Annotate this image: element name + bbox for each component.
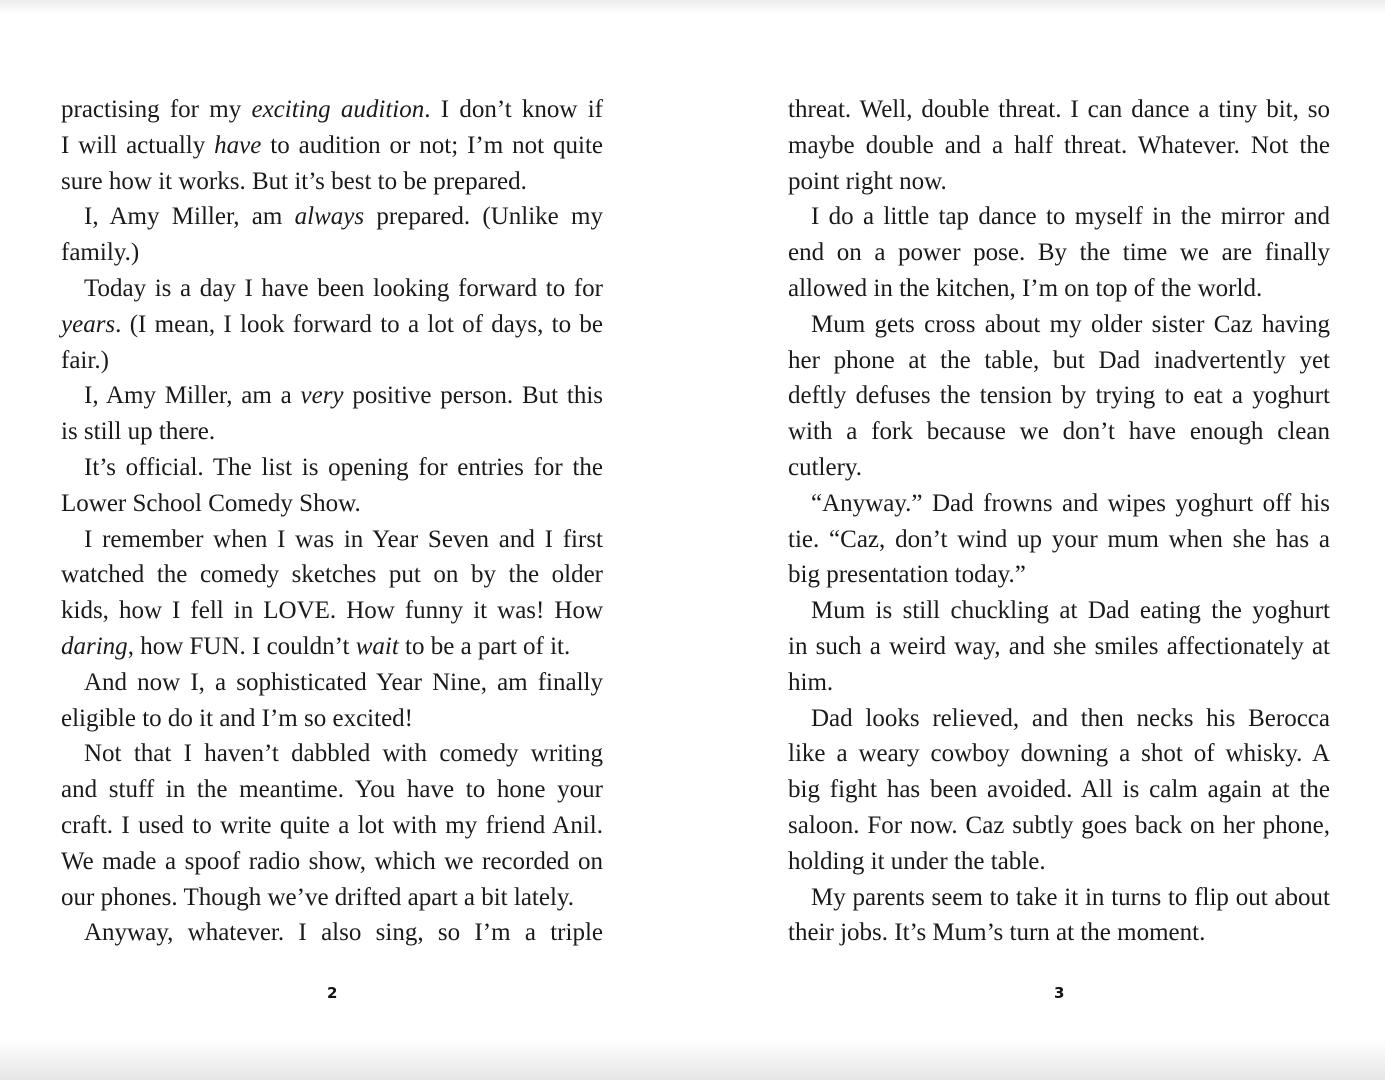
text-line bbox=[788, 199, 1330, 235]
text-segment: prepared. (Unlike my bbox=[364, 203, 603, 231]
text-line bbox=[61, 665, 603, 701]
text-segment: . (I mean, I look forward to a lot of days, to be bbox=[115, 310, 603, 338]
text-line bbox=[61, 307, 603, 343]
text-segment: fair.) bbox=[61, 346, 109, 374]
text-line bbox=[788, 235, 1330, 271]
text-segment: in such a weird way, and she smiles affectionately at bbox=[788, 632, 1330, 660]
text-segment: allowed in the kitchen, I’m on top of the world. bbox=[788, 274, 1263, 302]
text-line bbox=[788, 880, 1330, 916]
italic-text: always bbox=[294, 203, 365, 231]
text-line bbox=[61, 915, 603, 951]
text-segment: And now I, a sophisticated Year Nine, am finally bbox=[84, 668, 603, 696]
text-segment: big presentation today.” bbox=[788, 561, 1026, 589]
text-line bbox=[788, 629, 1330, 665]
text-segment: practising for my bbox=[61, 96, 252, 123]
italic-text: years bbox=[61, 310, 116, 338]
top-edge-shadow bbox=[0, 0, 1385, 14]
text-line bbox=[788, 915, 1330, 951]
text-segment: cutlery. bbox=[788, 453, 863, 481]
text-line bbox=[61, 736, 603, 772]
text-line bbox=[61, 128, 603, 164]
text-segment: I remember when I was in Year Seven and I first bbox=[84, 525, 603, 553]
text-segment: point right now. bbox=[788, 167, 947, 195]
text-segment: We made a spoof radio show, which we recorded on bbox=[61, 847, 603, 875]
text-segment: with a fork because we don’t have enough clean bbox=[788, 418, 1330, 446]
text-line bbox=[788, 808, 1330, 844]
text-segment: threat. Well, double threat. I can dance a tiny bit, so bbox=[788, 96, 1330, 123]
text-segment: is still up there. bbox=[61, 418, 216, 446]
text-segment: maybe double and a half threat. Whatever. Not the bbox=[788, 131, 1330, 159]
text-segment: craft. I used to write quite a lot with my friend Anil. bbox=[61, 811, 603, 839]
text-segment: Dad looks relieved, and then necks his Berocca bbox=[811, 704, 1330, 732]
text-segment: Mum is still chuckling at Dad eating the yoghurt bbox=[811, 597, 1330, 625]
text-line bbox=[788, 378, 1330, 414]
text-segment: , how FUN. I couldn’t bbox=[127, 632, 356, 660]
text-line bbox=[61, 629, 603, 665]
text-line bbox=[61, 701, 603, 737]
text-segment: watched the comedy sketches put on by the older bbox=[61, 561, 603, 589]
text-line bbox=[61, 593, 603, 629]
text-line bbox=[788, 486, 1330, 522]
text-segment: big fight has been avoided. All is calm again at the bbox=[788, 776, 1330, 804]
text-line bbox=[788, 92, 1330, 128]
text-segment: her phone at the table, but Dad inadvertently yet bbox=[788, 346, 1330, 374]
text-line bbox=[61, 235, 603, 271]
text-line bbox=[788, 307, 1330, 343]
bottom-edge-shadow bbox=[0, 1040, 1385, 1080]
italic-text: have bbox=[214, 131, 262, 159]
text-segment: tie. “Caz, don’t wind up your mum when she has a bbox=[788, 525, 1330, 553]
italic-text: very bbox=[300, 382, 344, 410]
text-line bbox=[61, 450, 603, 486]
text-segment: Anyway, whatever. I also sing, so I’m a triple bbox=[84, 919, 603, 947]
text-segment: to be a part of it. bbox=[398, 632, 571, 660]
text-segment: Lower School Comedy Show. bbox=[61, 489, 361, 517]
text-line bbox=[788, 772, 1330, 808]
text-line bbox=[61, 522, 603, 558]
text-segment: It’s official. The list is opening for entries for the bbox=[84, 453, 603, 481]
text-line bbox=[61, 164, 603, 200]
text-segment: family.) bbox=[61, 239, 140, 267]
left-page-text bbox=[61, 92, 603, 951]
text-line bbox=[61, 808, 603, 844]
text-segment: to audition or not; I’m not quite bbox=[261, 131, 603, 159]
text-line bbox=[61, 378, 603, 414]
right-page-text bbox=[788, 92, 1330, 951]
text-line bbox=[61, 199, 603, 235]
text-segment: sure how it works. But it’s best to be prepared. bbox=[61, 167, 527, 195]
text-segment: Mum gets cross about my older sister Caz having bbox=[811, 310, 1330, 338]
text-segment: and stuff in the meantime. You have to hone your bbox=[61, 776, 603, 804]
text-segment: eligible to do it and I’m so excited! bbox=[61, 704, 413, 732]
text-line bbox=[61, 880, 603, 916]
text-line bbox=[788, 844, 1330, 880]
text-line bbox=[61, 343, 603, 379]
text-segment: My parents seem to take it in turns to flip out about bbox=[811, 883, 1330, 911]
text-segment: Not that I haven’t dabbled with comedy writing bbox=[84, 740, 603, 768]
text-segment: kids, how I fell in LOVE. How funny it was! How bbox=[61, 597, 603, 625]
text-segment: like a weary cowboy downing a shot of whisky. A bbox=[788, 740, 1330, 768]
text-segment: I, Amy Miller, am bbox=[84, 203, 295, 231]
text-segment: . I don’t know if bbox=[424, 96, 603, 123]
italic-text: daring bbox=[61, 632, 128, 660]
text-line bbox=[788, 271, 1330, 307]
text-line bbox=[788, 343, 1330, 379]
text-segment: positive person. But this bbox=[343, 382, 603, 410]
text-line bbox=[61, 92, 603, 128]
text-segment: him. bbox=[788, 668, 834, 696]
text-line bbox=[788, 128, 1330, 164]
text-segment: their jobs. It’s Mum’s turn at the moment. bbox=[788, 919, 1206, 947]
text-line bbox=[788, 450, 1330, 486]
text-segment: our phones. Though we’ve drifted apart a bit lately. bbox=[61, 883, 575, 911]
text-line bbox=[788, 522, 1330, 558]
text-line bbox=[61, 486, 603, 522]
text-segment: I do a little tap dance to myself in the mirror and bbox=[811, 203, 1330, 231]
text-line bbox=[788, 557, 1330, 593]
text-line bbox=[61, 557, 603, 593]
italic-text: wait bbox=[355, 632, 399, 660]
text-line bbox=[788, 593, 1330, 629]
text-line bbox=[61, 414, 603, 450]
text-line bbox=[61, 772, 603, 808]
text-segment: Today is a day I have been looking forward to for bbox=[84, 274, 603, 302]
left-page-number: 2 bbox=[327, 984, 338, 1002]
text-segment: end on a power pose. By the time we are finally bbox=[788, 239, 1330, 267]
text-line bbox=[61, 271, 603, 307]
text-segment: I will actually bbox=[61, 131, 215, 159]
italic-text: exciting audition bbox=[251, 96, 425, 123]
text-line bbox=[788, 736, 1330, 772]
text-line bbox=[788, 164, 1330, 200]
text-line bbox=[61, 844, 603, 880]
text-segment: saloon. For now. Caz subtly goes back on her phone, bbox=[788, 811, 1330, 839]
text-segment: I, Amy Miller, am a bbox=[84, 382, 301, 410]
right-page-number: 3 bbox=[1054, 984, 1065, 1002]
text-segment: holding it under the table. bbox=[788, 847, 1046, 875]
text-line bbox=[788, 665, 1330, 701]
text-line bbox=[788, 701, 1330, 737]
text-segment: deftly defuses the tension by trying to eat a yoghurt bbox=[788, 382, 1330, 410]
text-line bbox=[788, 414, 1330, 450]
text-segment: “Anyway.” Dad frowns and wipes yoghurt off his bbox=[811, 489, 1330, 517]
